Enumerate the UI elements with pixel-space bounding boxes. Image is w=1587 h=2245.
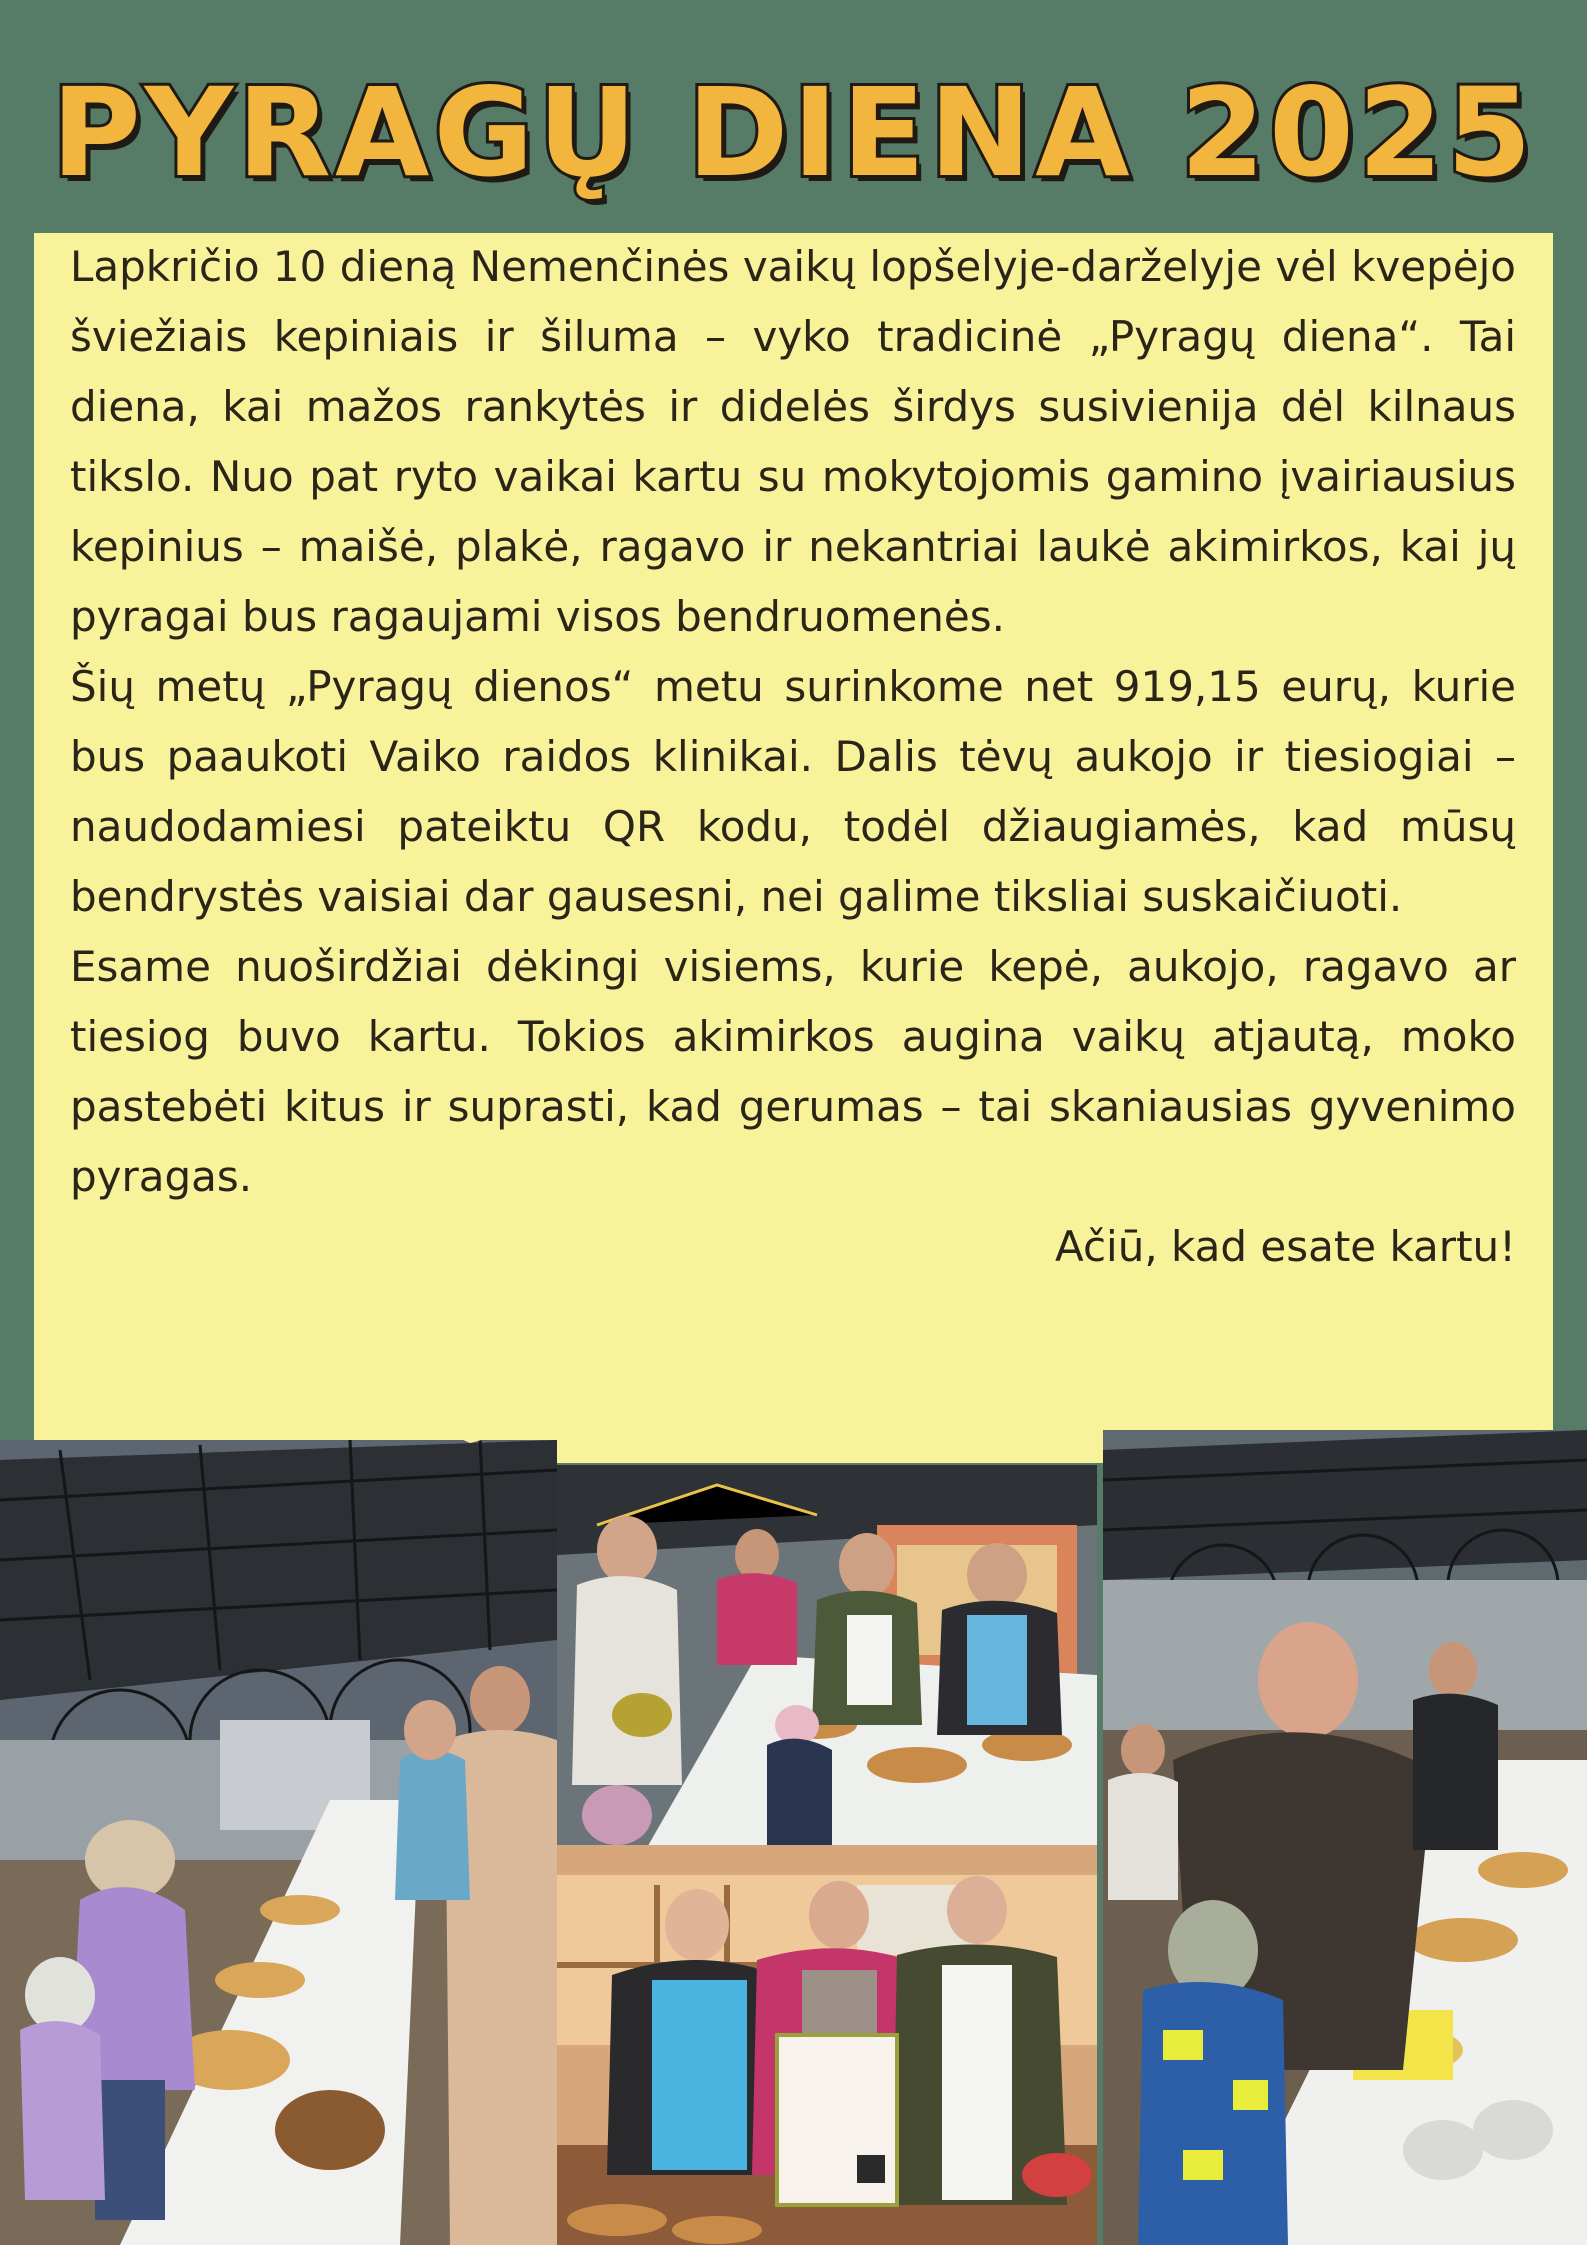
closing-line: Ačiū, kad esate kartu! <box>1054 1222 1516 1271</box>
poster-title: PYRAGŲ DIENA 2025 <box>51 62 1536 204</box>
photo-three-volunteers <box>557 1845 1097 2245</box>
paragraph-1: Lapkričio 10 dieną Nemenčinės vaikų lopšelyje-darželyje vėl kvepėjo šviežiais kepiniais ir šiluma – vyko tradicinė „Pyragų diena“. Tai diena, kai mažos rankytės ir didelės širdys susivienija dėl kilnaus tikslo. Nuo pat ryto vaikai kartu su mokytojomis gamino įvairiausius kepinius – maišė, plakė, ragavo ir nekantriai laukė akimirkos, kai jų pyragai bus ragaujami visos bendruomenės. <box>70 242 1516 641</box>
article-body <box>70 232 1516 1282</box>
paragraph-2: Šių metų „Pyragų dienos“ metu surinkome net 919,15 eurų, kurie bus paaukoti Vaiko raidos klinikai. Dalis tėvų aukojo ir tiesiogiai – naudodamiesi pateiktu QR kodu, todėl džiaugiamės, kad mūsų bendrystės vaisiai dar gausesni, nei galime tiksliai suskaičiuoti. <box>70 662 1516 921</box>
paragraph-3: Esame nuoširdžiai dėkingi visiems, kurie kepė, aukojo, ragavo ar tiesiog buvo kartu. Tokios akimirkos augina vaikų atjautą, moko pastebėti kitus ir suprasti, kad gerumas – tai skaniausias gyvenimo pyragas. <box>70 942 1516 1201</box>
torn-paper-edge <box>0 1395 1587 1485</box>
photo-crowd-right <box>1103 1430 1587 2245</box>
photo-serving-table <box>557 1465 1097 1865</box>
photo-bake-sale-left <box>0 1440 557 2245</box>
